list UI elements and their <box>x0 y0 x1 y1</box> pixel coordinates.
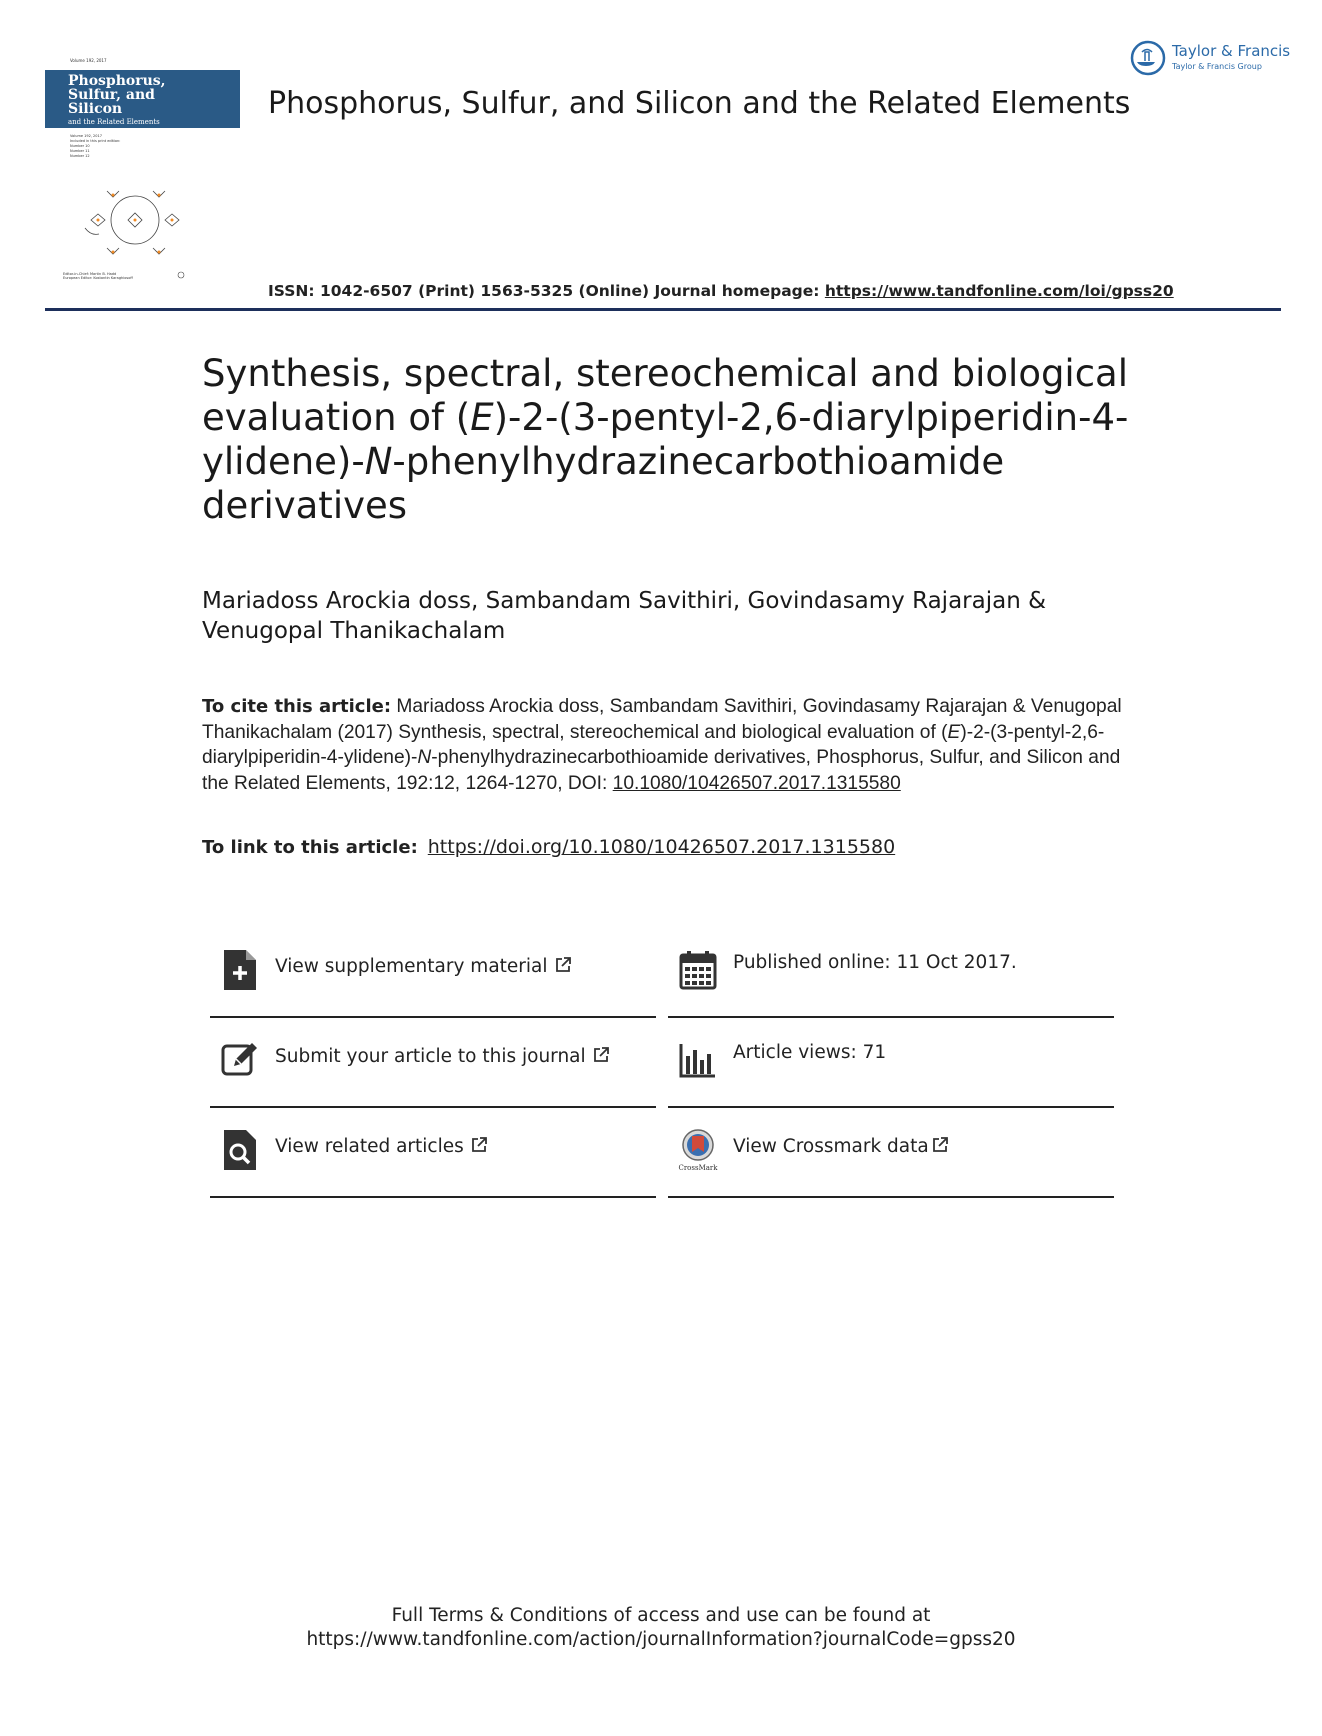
footer-terms-url[interactable]: https://www.tandfonline.com/action/journalInformation?journalCode=gpss20 <box>306 1629 1016 1650</box>
crossmark-logo-text: CrossMark <box>678 1164 718 1172</box>
issn-text: ISSN: 1042-6507 (Print) 1563-5325 (Online) Journal homepage: <box>268 282 825 300</box>
citation-block: To cite this article: Mariadoss Arockia doss, Sambandam Savithiri, Govindasamy Rajarajan & Venugopal Thanikachalam (2017) Synthesis, spectral, stereochemical and biological evaluation of (E)-2-(3-pentyl-2,6-diarylpiperidin-4-ylidene)-N-phenylhydrazinecarbothioamide derivatives, Phosphorus, Sulfur, and Silicon and the Related Elements, 192:12, 1264-1270, DOI: 10.1080/10426507.2017.1315580 <box>202 696 1122 794</box>
calendar-icon <box>678 948 718 992</box>
external-link-icon <box>554 956 572 974</box>
journal-cover-image <box>45 58 240 280</box>
supplementary-material-link[interactable]: View supplementary material <box>210 926 656 1018</box>
svg-text:Number 12: Number 12 <box>70 154 90 158</box>
cover-volume: Volume 192, 2017 <box>70 58 107 63</box>
file-search-icon <box>220 1128 260 1172</box>
external-link-icon <box>470 1136 488 1154</box>
crossmark-link[interactable]: CrossMark View Crossmark data <box>668 1106 1114 1198</box>
svg-text:Number 11: Number 11 <box>70 149 90 153</box>
published-online-info: Published online: 11 Oct 2017. <box>668 926 1114 1018</box>
svg-text:Number 10: Number 10 <box>70 144 90 148</box>
related-articles-link[interactable]: View related articles <box>210 1106 656 1198</box>
cover-title-line-1: Phosphorus, <box>68 73 166 89</box>
crossmark-icon <box>678 1128 718 1172</box>
external-link-icon <box>592 1046 610 1064</box>
publisher-group: Taylor & Francis Group <box>1172 62 1262 71</box>
publisher-name: Taylor & Francis <box>1172 42 1291 60</box>
issn-line <box>268 282 1174 300</box>
journal-homepage-link[interactable]: https://www.tandfonline.com/loi/gpss20 <box>824 282 1174 300</box>
file-plus-icon <box>220 948 260 992</box>
article-title: Synthesis, spectral, stereochemical and biological evaluation of (E)-2-(3-pentyl-2,6-diarylpiperidin-4-ylidene)-N-phenylhydrazinecarbothioamide derivatives <box>202 352 1129 527</box>
svg-text:Volume 192, 2017: Volume 192, 2017 <box>70 134 102 138</box>
footer-terms-line: Full Terms & Conditions of access and use can be found at <box>391 1605 931 1626</box>
bar-chart-icon <box>678 1038 718 1082</box>
link-label: To link to this article: <box>202 837 418 858</box>
cover-subtitle: and the Related Elements <box>68 118 160 126</box>
svg-text:Editor-in-Chief: Martin B. Had: Editor-in-Chief: Martin B. Hadd <box>63 272 117 276</box>
taylor-francis-logo-icon[interactable] <box>1128 40 1168 76</box>
footer-terms <box>0 1604 1322 1652</box>
citation-label: To cite this article: <box>202 696 392 717</box>
journal-title: Phosphorus, Sulfur, and Silicon and the Related Elements <box>268 86 1131 121</box>
submit-article-link[interactable]: Submit your article to this journal <box>210 1016 656 1108</box>
svg-text:European Editor: Kostantin Kar: European Editor: Kostantin Karaghiosoff <box>63 276 133 280</box>
cover-molecule-diagram <box>85 191 179 254</box>
svg-text:Included in this print edition: Included in this print edition: <box>70 139 121 143</box>
edit-icon <box>220 1038 260 1082</box>
cover-title-line-3: Silicon <box>68 101 123 117</box>
external-link-icon <box>931 1136 949 1154</box>
article-link-line <box>202 836 895 858</box>
citation-doi-link[interactable]: 10.1080/10426507.2017.1315580 <box>612 772 901 794</box>
article-doi-link[interactable]: https://doi.org/10.1080/10426507.2017.1315580 <box>427 836 896 858</box>
article-views-info: Article views: 71 <box>668 1016 1114 1108</box>
article-authors: Mariadoss Arockia doss, Sambandam Savithiri, Govindasamy Rajarajan & Venugopal Thanikachalam <box>202 588 1047 644</box>
header-divider <box>45 308 1281 311</box>
cover-title-line-2: Sulfur, and <box>68 87 155 103</box>
